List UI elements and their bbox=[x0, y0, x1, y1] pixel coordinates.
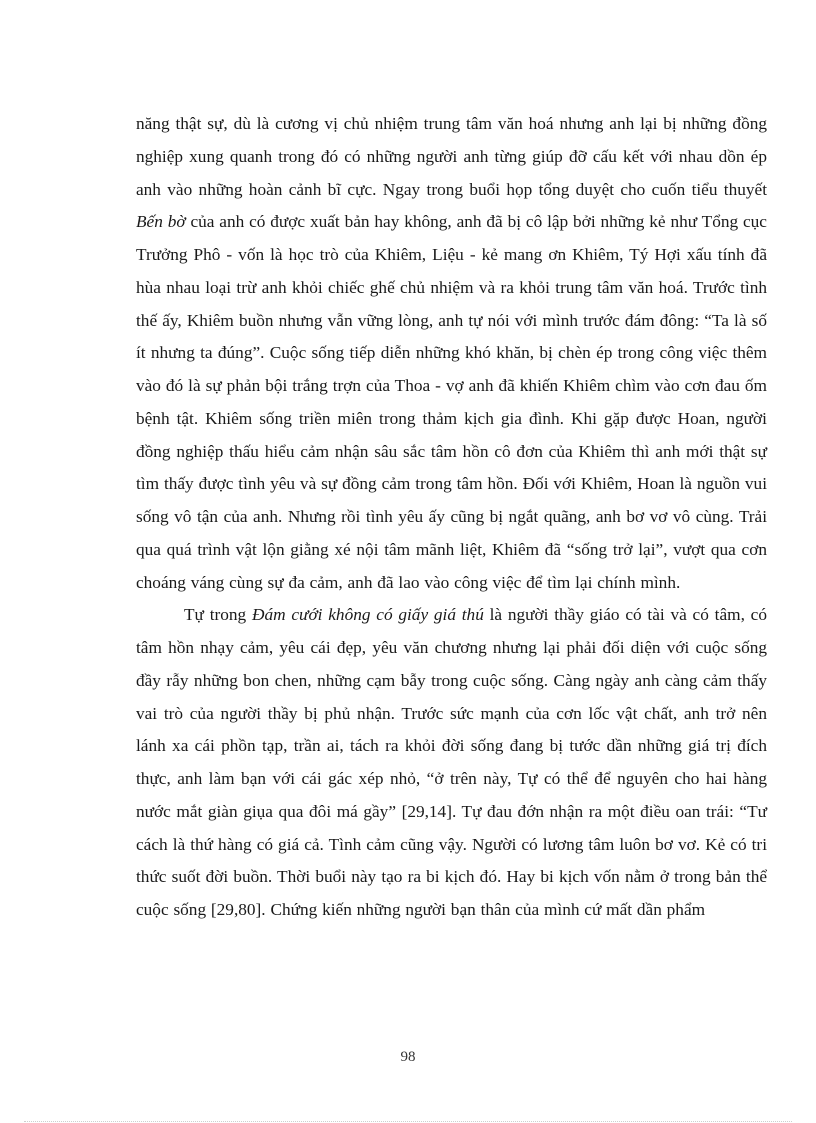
paragraph-2-text: Tự trong bbox=[184, 605, 252, 625]
page-number: 98 bbox=[400, 1049, 416, 1065]
paragraph-2 bbox=[136, 599, 767, 927]
paragraph-1-text: năng thật sự, dù là cương vị chủ nhiệm trung tâm văn hoá nhưng anh lại bị những đồng nghiệp xung quanh trong đó có những người anh từng giúp đỡ cấu kết với nhau dồn ép anh vào những hoàn cảnh bĩ cực. Ngay trong buổi họp tổng duyệt cho cuốn tiểu thuyết bbox=[136, 114, 767, 199]
book-title-dam-cuoi: Đám cưới không có giấy giá thú bbox=[251, 605, 484, 625]
body-text bbox=[136, 108, 767, 927]
paragraph-1-text: của anh có được xuất bản hay không, anh đã bị cô lập bởi những kẻ như Tổng cục Trưởng Phô - vốn là học trò của Khiêm, Liệu - kẻ mang ơn Khiêm, Tý Hợi xấu tính đã hùa nhau loại trừ anh khỏi chiếc ghế chủ nhiệm và ra khỏi trung tâm văn hoá. Trước tình thế ấy, Khiêm buồn nhưng vẫn vững lòng, anh tự nói với mình trước đám đông: “Ta là số ít nhưng ta đúng”. Cuộc sống tiếp diễn những khó khăn, bị chèn ép trong công việc thêm vào đó là sự phản bội trắng trợn của Thoa - vợ anh đã khiến Khiêm chìm vào cơn đau ốm bệnh tật. Khiêm sống triền miên trong thảm kịch gia đình. Khi gặp được Hoan, người đồng nghiệp thấu hiểu cảm nhận sâu sắc tâm hồn cô đơn của Khiêm thì anh mới thật sự tìm thấy được tình yêu và sự đồng cảm trong tâm hồn. Đối với Khiêm, Hoan là nguồn vui sống vô tận của anh. Nhưng rồi tình yêu ấy cũng bị ngắt quãng, anh bơ vơ vô cùng. Trải qua quá trình vật lộn giằng xé nội tâm mãnh liệt, Khiêm đã “sống trở lại”, vượt qua cơn choáng váng cùng sự đa cảm, anh đã lao vào công việc để tìm lại chính mình. bbox=[136, 212, 767, 592]
paragraph-2-text: là người thầy giáo có tài và có tâm, có tâm hồn nhạy cảm, yêu cái đẹp, yêu văn chương nhưng lại phải đối diện với cuộc sống đầy rẫy những bon chen, những cạm bẫy trong cuộc sống. Càng ngày anh càng cảm thấy vai trò của người thầy bị phủ nhận. Trước sức mạnh của cơn lốc vật chất, anh trở nên lánh xa cái phồn tạp, trần ai, tách ra khỏi đời sống đang bị tước dần những giá trị đích thực, anh làm bạn với cái gác xép nhỏ, “ở trên này, Tự có thể để nguyên cho hai hàng nước mắt giàn giụa qua đôi má gầy” [29,14]. Tự đau đớn nhận ra một điều oan trái: “Tư cách là thứ hàng có giá cả. Tình cảm cũng vậy. Người có lương tâm luôn bơ vơ. Kẻ có tri thức suốt đời buồn. Thời buổi này tạo ra bi kịch đó. Hay bi kịch vốn nằm ở trong bản thể cuộc sống [29,80]. Chứng kiến những người bạn thân của mình cứ mất dần phẩm bbox=[136, 605, 767, 919]
page-bottom-divider bbox=[24, 1121, 792, 1122]
paragraph-1 bbox=[136, 108, 767, 599]
book-title-ben-bo: Bến bờ bbox=[136, 212, 186, 232]
